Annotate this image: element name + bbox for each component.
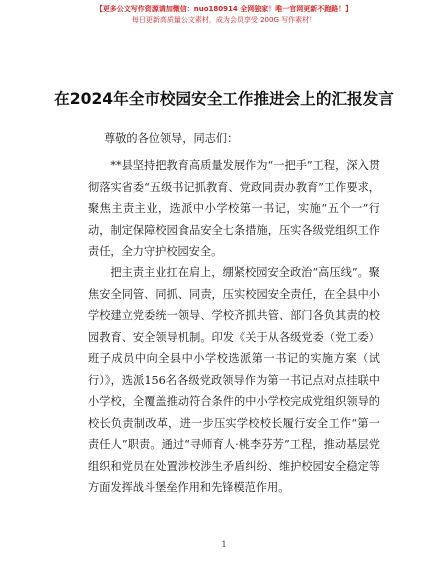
paragraph-1: **县坚持把教育高质量发展作为“一把手”工程，深入贯彻落实省委“五级书记抓教育、党政同责办教育”工作要求，聚焦主责主业，选派中小学校第一书记，实施“五个一”行动，制定保障校园食品安全七条措施，压实各级党组织工作责任，全力守护校园安全。	[88, 159, 380, 258]
document-title: 在2024年全市校园安全工作推进会上的汇报发言	[54, 90, 394, 108]
salutation: 尊敬的各位领导，同志们：	[104, 132, 239, 145]
promo-banner-line-2: 每日更新高质量公文素材，成为会员享受 200G 写作素材！	[131, 16, 317, 24]
promo-banner-line-1: 【更多公文写作资源请加微信：nuo180914 全网独家！唯一官网更新不跑路！】	[95, 5, 353, 13]
promo-banner	[0, 4, 448, 26]
page-number: 1	[221, 540, 227, 549]
paragraph-2: 把主责主业扛在肩上，绷紧校园安全政治“高压线”。聚焦安全同管、同抓、同责，压实校园安全责任，在全县中小学校建立党委统一领导、学校齐抓共管、部门各负其责的校园教育、安全领导机制。印发《关于从各级党委（党工委）班子成员中向全县中小学校选派第一书记的实施方案（试行）》，选派156名各级党政领导作为第一书记点对点挂联中小学校，全覆盖推动符合条件的中小学校完成党组织领导的校长负责制改革，进一步压实学校校长履行安全工作“第一责任人”职责。通过“寻师育人·桃李芬芳”工程，推动基层党组织和党员在处置涉校涉生矛盾纠纷、维护校园安全稳定等方面发挥战斗堡垒作用和先锋模范作用。	[88, 266, 380, 494]
